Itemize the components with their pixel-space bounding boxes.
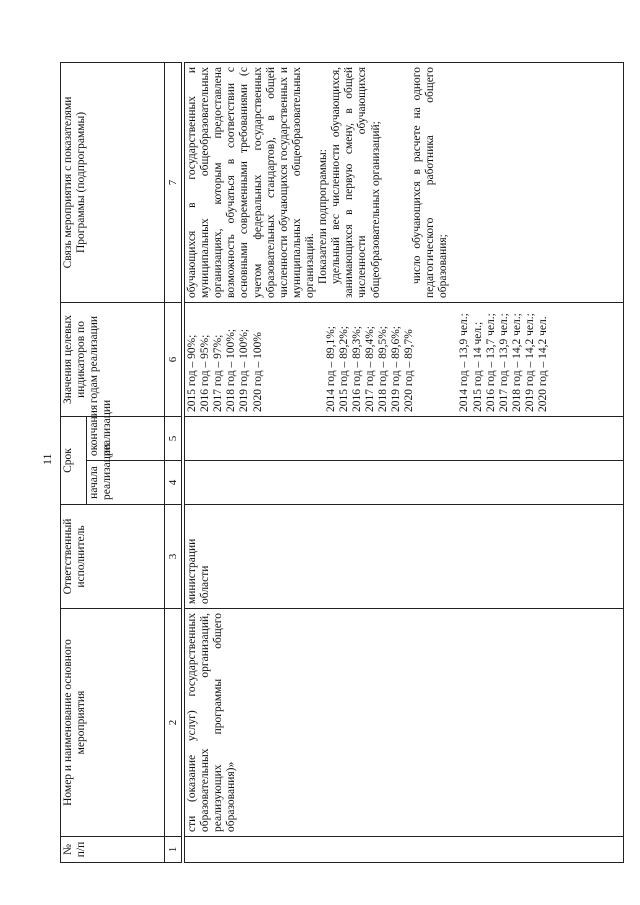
header-start-col: начала реализации: [87, 461, 165, 505]
cell-program-link: [185, 63, 624, 303]
column-number: 5: [165, 416, 182, 460]
indicator-value: 2020 год – 14,2 чел.: [537, 316, 550, 412]
indicator-value: 2017 год – 97%;: [212, 334, 225, 412]
column-number: 6: [165, 302, 182, 416]
indicator-value: 2020 год – 89,7%: [403, 329, 416, 412]
indicator-value: 2016 год – 95%;: [199, 334, 212, 412]
header-end-col: окончания реализации: [87, 416, 165, 460]
cell-indicator-values: [185, 303, 624, 417]
indicator-value: 2020 год – 100%: [251, 332, 264, 412]
indicator-value: 2017 год – 89,4%;: [363, 326, 376, 412]
indicator-value: 2018 год – 14,2 чел.;: [510, 313, 523, 412]
cell-activity: сти (оказание услуг) государственных образовательных организаций, реализующих программы общего образования)»: [185, 609, 624, 837]
cell-number: [185, 837, 624, 863]
indicator-value: 2019 год – 89,6%;: [390, 326, 403, 412]
indicator-group: [458, 307, 550, 412]
indicator-value: 2015 год – 14 чел.;: [471, 321, 484, 412]
link-heading: Показатели подпрограммы:: [317, 149, 330, 284]
table-row: [185, 63, 624, 863]
indicator-value: 2014 год – 13,9 чел.;: [458, 313, 471, 412]
indicator-group: [186, 307, 265, 412]
column-number: 3: [165, 505, 182, 609]
indicator-value: 2017 год – 13,9 чел.;: [497, 313, 510, 412]
header-link-col: Связь мероприятия с показателями Программы (подпрограммы): [61, 62, 165, 302]
indicator-value: 2018 год – 89,5%;: [377, 326, 390, 412]
indicator-value: 2016 год – 89,3%;: [350, 326, 363, 412]
cell-executor: министрации области: [185, 505, 624, 609]
column-number: 1: [165, 837, 182, 863]
link-text: обучающихся в государственных и муниципальных общеобразовательных организациях, которым предоставлена возможность обучаться в соответствии с основными современными требованиями (с учетом федеральных государственных образовательных стандартов), в общей численности обучающихся государственных и муниципальных общеобразовательных организаций.: [186, 67, 316, 298]
link-text: число обучающихся в расчете на одного педагогического работника общего образования;: [410, 67, 449, 298]
table-body: [184, 62, 624, 863]
indicator-group: [325, 307, 417, 412]
header-executor-col: Ответственный исполнитель: [61, 505, 165, 609]
column-number: 2: [165, 609, 182, 837]
indicator-value: 2016 год – 13,7 чел.;: [484, 313, 497, 412]
header-indicators-col: Значения целевых индикаторов по годам реализации: [61, 302, 165, 416]
indicator-value: 2019 год – 14,2 чел.;: [523, 313, 536, 412]
header-number-col: № п/п: [61, 837, 165, 863]
indicator-value: 2014 год – 89,1%;: [324, 326, 337, 412]
cell-end: [185, 417, 624, 461]
indicator-value: 2015 год – 89,2%;: [337, 326, 350, 412]
header-activity-col: Номер и наименование основного мероприятия: [61, 609, 165, 837]
column-number: 4: [165, 461, 182, 505]
page-number: 11: [40, 453, 54, 465]
table-header: [60, 62, 182, 863]
link-text: удельный вес численности обучающихся, занимающихся в первую смену, в общей численности обучающихся общеобразовательных организаций;: [330, 67, 382, 298]
indicator-value: 2019 год – 100%;: [238, 328, 251, 412]
indicator-value: 2018 год – 100%;: [225, 328, 238, 412]
indicator-value: 2015 год – 90%;: [186, 334, 198, 412]
header-term-col: Срок: [61, 416, 87, 504]
column-number: 7: [165, 62, 182, 302]
cell-start: [185, 461, 624, 505]
